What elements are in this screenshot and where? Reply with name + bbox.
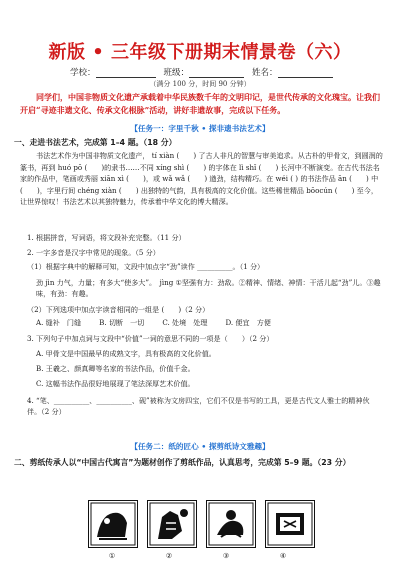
q1-heading: 一、走进书法艺术，完成第 1–4 题。（18 分） bbox=[14, 138, 177, 147]
q2-options bbox=[36, 318, 376, 328]
student-fields bbox=[70, 66, 370, 78]
class-blank[interactable] bbox=[189, 68, 244, 78]
paper-cut-2 bbox=[147, 500, 197, 548]
class-field bbox=[164, 66, 245, 78]
q1-2a: （1）根据字典中的解释可知，文段中加点字“劲”读作 __________。（1 分） bbox=[27, 262, 265, 271]
paper-cut-3 bbox=[206, 500, 256, 548]
cut-label-4: ④ bbox=[279, 552, 287, 560]
jin-definition: 劲 jìn 力气，力量；有多大“使多大”。 jìng ①坚强有力：劲敌。②精神、情绪、神情：干活儿起“劲”儿。③趣味，有劲：有趣。 bbox=[36, 278, 381, 298]
option-d[interactable]: D. 便宜 方便 bbox=[225, 318, 271, 327]
q2-heading: 二、剪纸传承人以“中国古代寓言”为题材创作了剪纸作品，认真思考，完成第 5–9 题。（23 分） bbox=[14, 458, 351, 467]
q1-3: 3. 下列句子中加点词与文段中“价值”一词的意思不同的一项是（ ）（2 分） bbox=[27, 334, 274, 343]
cut-label-1: ① bbox=[108, 552, 116, 560]
name-blank[interactable] bbox=[278, 68, 333, 78]
q1-3-option-c[interactable]: C. 这幅书法作品很好地展现了笔法深厚艺术价值。 bbox=[36, 379, 195, 388]
q1-3-option-a[interactable]: A. 甲骨文是中国最早的成熟文字，具有极高的文化价值。 bbox=[36, 349, 216, 358]
cut-label-3: ③ bbox=[222, 552, 230, 560]
option-c[interactable]: C. 处境 处理 bbox=[162, 318, 208, 327]
name-field bbox=[252, 66, 333, 78]
q1-3-option-b[interactable]: B. 王羲之、颜真卿等名家的书法作品，价值千金。 bbox=[36, 364, 195, 373]
option-a[interactable]: A. 缝补 门缝 bbox=[36, 318, 82, 327]
paper-cut-labels bbox=[88, 552, 318, 560]
option-b[interactable]: B. 切断 一切 bbox=[99, 318, 145, 327]
school-label: 学校： bbox=[70, 68, 96, 78]
name-label: 姓名： bbox=[252, 68, 278, 78]
task2-header: 【任务二：纸的匠心 • 探剪纸诗文雅趣】 bbox=[130, 442, 270, 451]
q1-1: 1. 根据拼音，写词语，将文段补充完整。（11 分） bbox=[27, 233, 186, 242]
school-field bbox=[70, 66, 156, 78]
paper-cut-1 bbox=[88, 500, 138, 548]
exam-meta: （满分 100 分，时间 90 分钟） bbox=[149, 80, 251, 88]
task1-header: 【任务一：字里千秋 • 探非遗书法艺术】 bbox=[130, 124, 270, 133]
q1-2: 2. 一字多音是汉字中常见的现象。（5 分） bbox=[27, 248, 160, 257]
class-label: 班级： bbox=[163, 68, 190, 78]
paper-cut-4 bbox=[265, 500, 315, 548]
exam-title: 新版 • 三年级下册期末情景卷（六） bbox=[48, 42, 352, 63]
calligraphy-passage: 书法艺术作为中国非物质文化遗产， tí xiàn ( ) 了古人非凡的智慧与审美追求。从古朴的甲骨文，到圆润的篆书，再到 huó pō ( )的隶书……不同 xíng shì ( ) 的字体在 lì shǐ ( ) 长河中不断演变。在古代书法名家的作品中，笔画或秀丽 xiān xì ( )，或 wǎ wǎ ( ) 遒劲，结构精巧。在 wéi ( ) 的书法作品 ān ( ) 中 ( )，字里行间 chéng xiàn ( ) 出独特的气韵，具有极高的文化价值。这些稀世精品 bōocún ( ) 至今，让世界惊叹！书法艺术以其独特魅力，传承着中华文化的博大精深。 bbox=[20, 151, 383, 206]
q1-4: 4. “笔、__________、__________、砚”被称为文房四宝，它们不仅是书写的工具，更是古代文人雅士的精神伙伴。（2 分） bbox=[27, 396, 370, 416]
cut-label-2: ② bbox=[165, 552, 173, 560]
intro-text: 同学们，中国非物质文化遗产承载着中华民族数千年的文明印记，是世代传承的文化瑰宝。让我们开启“寻迹非遗文化、传承文化根脉”活动，讲好非遗故事，完成以下任务。 bbox=[20, 92, 380, 115]
paper-cut-row bbox=[88, 500, 318, 548]
school-blank[interactable] bbox=[96, 68, 156, 78]
q1-2b: （2）下列选项中加点字读音相同的一组是 ( )（2 分） bbox=[27, 305, 210, 314]
